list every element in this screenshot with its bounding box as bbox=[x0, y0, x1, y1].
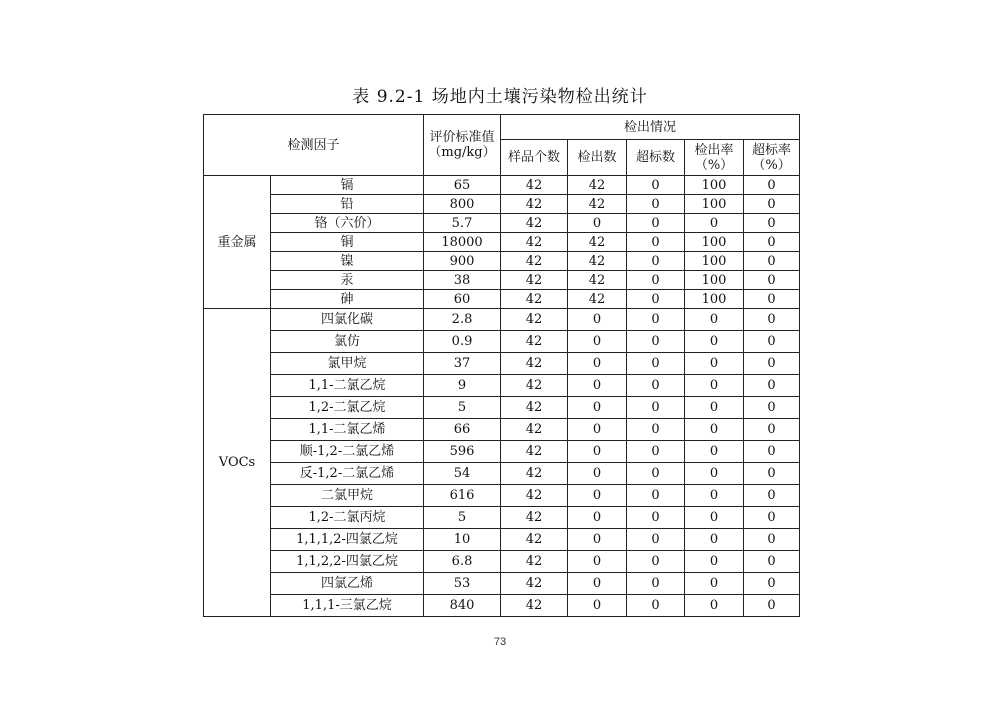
table-row bbox=[204, 331, 800, 353]
table-row bbox=[204, 375, 800, 397]
detect-rate-cell: 100 bbox=[685, 176, 744, 195]
sample-count-cell: 42 bbox=[501, 309, 568, 331]
table-row bbox=[204, 271, 800, 290]
sample-count-cell: 42 bbox=[501, 214, 568, 233]
detected-count-cell: 42 bbox=[568, 233, 627, 252]
exceeded-count-cell: 0 bbox=[627, 375, 685, 397]
detected-count-cell: 0 bbox=[568, 331, 627, 353]
exceeded-count-cell: 0 bbox=[627, 419, 685, 441]
detect-rate-cell: 0 bbox=[685, 573, 744, 595]
standard-value-cell: 596 bbox=[424, 441, 501, 463]
factor-name-cell: 1,2-二氯丙烷 bbox=[271, 507, 424, 529]
page-number: 73 bbox=[493, 636, 507, 648]
standard-value-cell: 6.8 bbox=[424, 551, 501, 573]
detected-count-cell: 0 bbox=[568, 375, 627, 397]
sample-count-cell: 42 bbox=[501, 353, 568, 375]
exceed-rate-cell: 0 bbox=[744, 463, 800, 485]
detected-count-cell: 0 bbox=[568, 353, 627, 375]
exceeded-count-cell: 0 bbox=[627, 252, 685, 271]
table-row bbox=[204, 551, 800, 573]
factor-name-cell: 镍 bbox=[271, 252, 424, 271]
exceed-rate-cell: 0 bbox=[744, 551, 800, 573]
detect-rate-cell: 0 bbox=[685, 214, 744, 233]
factor-name-cell: 汞 bbox=[271, 271, 424, 290]
exceed-rate-cell: 0 bbox=[744, 485, 800, 507]
exceed-rate-cell: 0 bbox=[744, 507, 800, 529]
exceeded-count-cell: 0 bbox=[627, 529, 685, 551]
exceed-rate-cell: 0 bbox=[744, 573, 800, 595]
table-row bbox=[204, 529, 800, 551]
sample-count-cell: 42 bbox=[501, 529, 568, 551]
detected-count-cell: 0 bbox=[568, 463, 627, 485]
standard-value-cell: 2.8 bbox=[424, 309, 501, 331]
factor-name-cell: 铅 bbox=[271, 195, 424, 214]
exceed-rate-cell: 0 bbox=[744, 176, 800, 195]
standard-value-cell: 5 bbox=[424, 507, 501, 529]
header-detect-rate-line2: （%） bbox=[694, 157, 734, 173]
exceed-rate-cell: 0 bbox=[744, 195, 800, 214]
standard-value-cell: 9 bbox=[424, 375, 501, 397]
exceed-rate-cell: 0 bbox=[744, 595, 800, 617]
header-standard-line1: 评价标准值 bbox=[429, 130, 495, 145]
exceed-rate-cell: 0 bbox=[744, 529, 800, 551]
detected-count-cell: 42 bbox=[568, 290, 627, 309]
sample-count-cell: 42 bbox=[501, 375, 568, 397]
detect-rate-cell: 100 bbox=[685, 271, 744, 290]
exceeded-count-cell: 0 bbox=[627, 485, 685, 507]
sample-count-cell: 42 bbox=[501, 595, 568, 617]
detected-count-cell: 42 bbox=[568, 252, 627, 271]
exceed-rate-cell: 0 bbox=[744, 419, 800, 441]
sample-count-cell: 42 bbox=[501, 271, 568, 290]
sample-count-cell: 42 bbox=[501, 463, 568, 485]
detected-count-cell: 0 bbox=[568, 485, 627, 507]
exceed-rate-cell: 0 bbox=[744, 233, 800, 252]
factor-name-cell: 铬（六价） bbox=[271, 214, 424, 233]
exceeded-count-cell: 0 bbox=[627, 271, 685, 290]
table-row bbox=[204, 176, 800, 195]
detected-count-cell: 42 bbox=[568, 195, 627, 214]
exceeded-count-cell: 0 bbox=[627, 353, 685, 375]
exceed-rate-cell: 0 bbox=[744, 271, 800, 290]
exceed-rate-cell: 0 bbox=[744, 353, 800, 375]
standard-value-cell: 37 bbox=[424, 353, 501, 375]
exceed-rate-cell: 0 bbox=[744, 214, 800, 233]
exceeded-count-cell: 0 bbox=[627, 573, 685, 595]
detected-count-cell: 0 bbox=[568, 214, 627, 233]
sample-count-cell: 42 bbox=[501, 397, 568, 419]
standard-value-cell: 18000 bbox=[424, 233, 501, 252]
exceeded-count-cell: 0 bbox=[627, 214, 685, 233]
exceeded-count-cell: 0 bbox=[627, 176, 685, 195]
standard-value-cell: 60 bbox=[424, 290, 501, 309]
exceed-rate-cell: 0 bbox=[744, 397, 800, 419]
detection-statistics-table bbox=[203, 114, 800, 617]
detected-count-cell: 0 bbox=[568, 309, 627, 331]
detect-rate-cell: 0 bbox=[685, 529, 744, 551]
group-label-cell: VOCs bbox=[204, 309, 271, 617]
sample-count-cell: 42 bbox=[501, 485, 568, 507]
detected-count-cell: 0 bbox=[568, 441, 627, 463]
table-row bbox=[204, 214, 800, 233]
standard-value-cell: 65 bbox=[424, 176, 501, 195]
exceed-rate-cell: 0 bbox=[744, 331, 800, 353]
header-standard-line2: （mg/kg） bbox=[428, 145, 496, 160]
sample-count-cell: 42 bbox=[501, 507, 568, 529]
exceeded-count-cell: 0 bbox=[627, 463, 685, 485]
table-title: 表 9.2-1 场地内土壤污染物检出统计 bbox=[352, 87, 648, 107]
detect-rate-cell: 0 bbox=[685, 419, 744, 441]
detect-rate-cell: 100 bbox=[685, 290, 744, 309]
table-row bbox=[204, 507, 800, 529]
detect-rate-cell: 0 bbox=[685, 397, 744, 419]
detected-count-cell: 0 bbox=[568, 529, 627, 551]
detect-rate-cell: 0 bbox=[685, 507, 744, 529]
detected-count-cell: 0 bbox=[568, 507, 627, 529]
detected-count-cell: 42 bbox=[568, 176, 627, 195]
standard-value-cell: 66 bbox=[424, 419, 501, 441]
factor-name-cell: 顺-1,2-二氯乙烯 bbox=[271, 441, 424, 463]
table-row bbox=[204, 595, 800, 617]
detected-count-cell: 42 bbox=[568, 271, 627, 290]
detect-rate-cell: 0 bbox=[685, 551, 744, 573]
exceeded-count-cell: 0 bbox=[627, 551, 685, 573]
factor-name-cell: 二氯甲烷 bbox=[271, 485, 424, 507]
detected-count-cell: 0 bbox=[568, 595, 627, 617]
factor-name-cell: 氯仿 bbox=[271, 331, 424, 353]
table-row bbox=[204, 290, 800, 309]
standard-value-cell: 38 bbox=[424, 271, 501, 290]
sample-count-cell: 42 bbox=[501, 233, 568, 252]
sample-count-cell: 42 bbox=[501, 195, 568, 214]
detected-count-cell: 0 bbox=[568, 573, 627, 595]
detect-rate-cell: 0 bbox=[685, 309, 744, 331]
header-standard bbox=[424, 115, 501, 176]
header-detected: 检出数 bbox=[568, 140, 627, 176]
factor-name-cell: 1,1-二氯乙烷 bbox=[271, 375, 424, 397]
header-factor: 检测因子 bbox=[204, 115, 424, 176]
header-exceeded: 超标数 bbox=[627, 140, 685, 176]
exceed-rate-cell: 0 bbox=[744, 441, 800, 463]
header-exceed-rate-line1: 超标率 bbox=[752, 142, 792, 158]
sample-count-cell: 42 bbox=[501, 290, 568, 309]
standard-value-cell: 10 bbox=[424, 529, 501, 551]
detect-rate-cell: 0 bbox=[685, 353, 744, 375]
exceeded-count-cell: 0 bbox=[627, 195, 685, 214]
sample-count-cell: 42 bbox=[501, 419, 568, 441]
sample-count-cell: 42 bbox=[501, 176, 568, 195]
header-exceed-rate bbox=[744, 140, 800, 176]
table-row bbox=[204, 419, 800, 441]
sample-count-cell: 42 bbox=[501, 252, 568, 271]
header-samples: 样品个数 bbox=[501, 140, 568, 176]
factor-name-cell: 氯甲烷 bbox=[271, 353, 424, 375]
standard-value-cell: 5 bbox=[424, 397, 501, 419]
detect-rate-cell: 0 bbox=[685, 485, 744, 507]
sample-count-cell: 42 bbox=[501, 573, 568, 595]
exceeded-count-cell: 0 bbox=[627, 397, 685, 419]
factor-name-cell: 四氯化碳 bbox=[271, 309, 424, 331]
exceed-rate-cell: 0 bbox=[744, 290, 800, 309]
standard-value-cell: 54 bbox=[424, 463, 501, 485]
table-row bbox=[204, 573, 800, 595]
detected-count-cell: 0 bbox=[568, 419, 627, 441]
detect-rate-cell: 0 bbox=[685, 441, 744, 463]
standard-value-cell: 840 bbox=[424, 595, 501, 617]
detect-rate-cell: 100 bbox=[685, 233, 744, 252]
standard-value-cell: 53 bbox=[424, 573, 501, 595]
standard-value-cell: 5.7 bbox=[424, 214, 501, 233]
detected-count-cell: 0 bbox=[568, 551, 627, 573]
standard-value-cell: 900 bbox=[424, 252, 501, 271]
exceeded-count-cell: 0 bbox=[627, 290, 685, 309]
factor-name-cell: 铜 bbox=[271, 233, 424, 252]
factor-name-cell: 1,1,2,2-四氯乙烷 bbox=[271, 551, 424, 573]
exceeded-count-cell: 0 bbox=[627, 441, 685, 463]
exceeded-count-cell: 0 bbox=[627, 309, 685, 331]
factor-name-cell: 砷 bbox=[271, 290, 424, 309]
factor-name-cell: 反-1,2-二氯乙烯 bbox=[271, 463, 424, 485]
exceed-rate-cell: 0 bbox=[744, 252, 800, 271]
factor-name-cell: 1,1,1-三氯乙烷 bbox=[271, 595, 424, 617]
group-label-cell: 重金属 bbox=[204, 176, 271, 309]
standard-value-cell: 800 bbox=[424, 195, 501, 214]
factor-name-cell: 1,1-二氯乙烯 bbox=[271, 419, 424, 441]
table-row bbox=[204, 233, 800, 252]
table-row bbox=[204, 309, 800, 331]
sample-count-cell: 42 bbox=[501, 331, 568, 353]
exceeded-count-cell: 0 bbox=[627, 595, 685, 617]
exceed-rate-cell: 0 bbox=[744, 309, 800, 331]
standard-value-cell: 0.9 bbox=[424, 331, 501, 353]
detect-rate-cell: 0 bbox=[685, 331, 744, 353]
sample-count-cell: 42 bbox=[501, 441, 568, 463]
sample-count-cell: 42 bbox=[501, 551, 568, 573]
table-row bbox=[204, 441, 800, 463]
detect-rate-cell: 0 bbox=[685, 595, 744, 617]
header-detection: 检出情况 bbox=[501, 115, 800, 140]
header-detect-rate bbox=[685, 140, 744, 176]
exceeded-count-cell: 0 bbox=[627, 507, 685, 529]
table-row bbox=[204, 353, 800, 375]
detected-count-cell: 0 bbox=[568, 397, 627, 419]
detect-rate-cell: 100 bbox=[685, 195, 744, 214]
standard-value-cell: 616 bbox=[424, 485, 501, 507]
detect-rate-cell: 100 bbox=[685, 252, 744, 271]
table-row bbox=[204, 485, 800, 507]
factor-name-cell: 四氯乙烯 bbox=[271, 573, 424, 595]
table-row bbox=[204, 397, 800, 419]
table-row bbox=[204, 463, 800, 485]
header-detect-rate-line1: 检出率 bbox=[694, 142, 734, 158]
table-row bbox=[204, 252, 800, 271]
factor-name-cell: 镉 bbox=[271, 176, 424, 195]
factor-name-cell: 1,2-二氯乙烷 bbox=[271, 397, 424, 419]
table-row bbox=[204, 195, 800, 214]
exceeded-count-cell: 0 bbox=[627, 331, 685, 353]
header-exceed-rate-line2: （%） bbox=[752, 157, 791, 173]
exceeded-count-cell: 0 bbox=[627, 233, 685, 252]
detect-rate-cell: 0 bbox=[685, 375, 744, 397]
detect-rate-cell: 0 bbox=[685, 463, 744, 485]
exceed-rate-cell: 0 bbox=[744, 375, 800, 397]
factor-name-cell: 1,1,1,2-四氯乙烷 bbox=[271, 529, 424, 551]
